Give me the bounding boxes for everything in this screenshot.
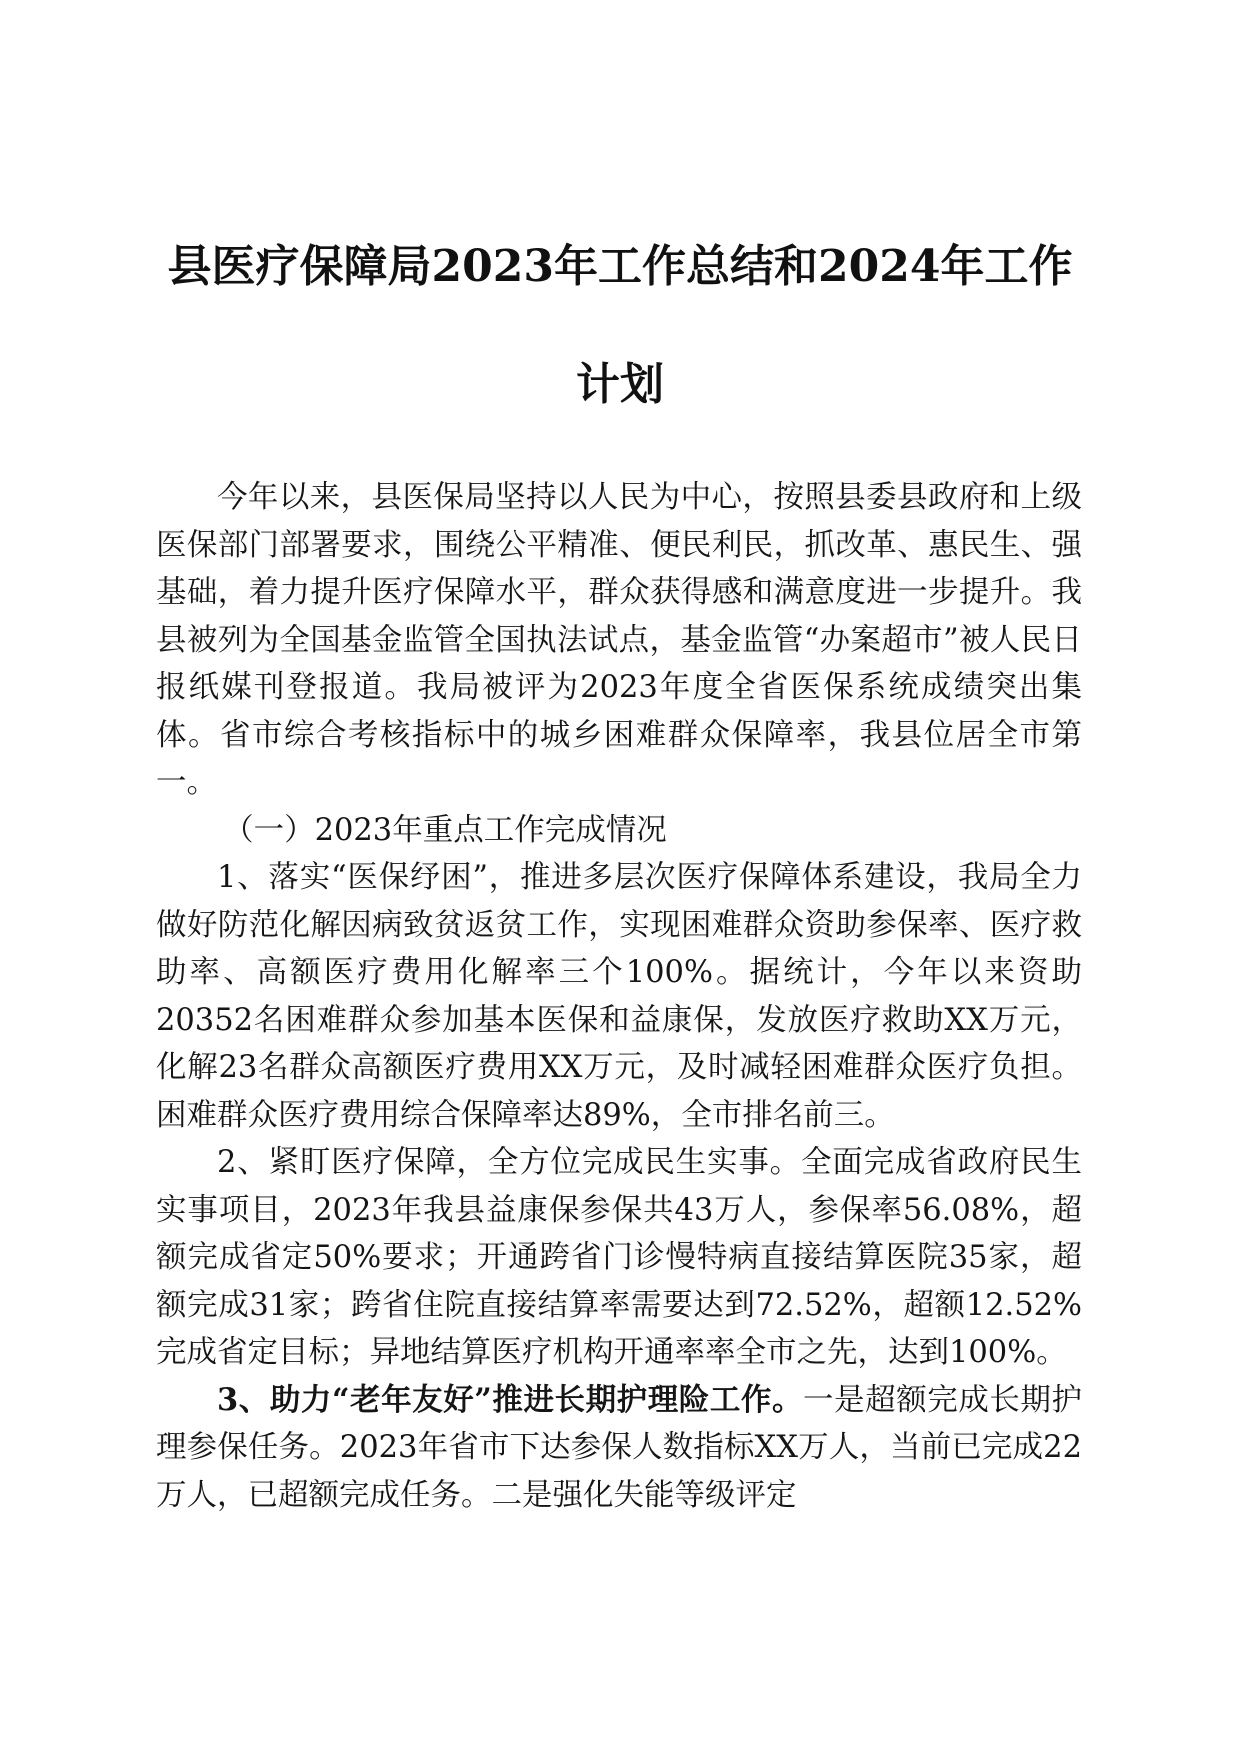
item-1-paragraph: 1、落实“医保纾困”，推进多层次医疗保障体系建设，我局全力做好防范化解因病致贫返贫工作，实现困难群众资助参保率、医疗救助率、高额医疗费用化解率三个100%。据统计，今年以来资助20352名困难群众参加基本医保和益康保，发放医疗救助XX万元，化解23名群众高额医疗费用XX万元，及时减轻困难群众医疗负担。困难群众医疗费用综合保障率达89%，全市排名前三。 [156,860,1082,1133]
item-3-body: 一是超额完成长期护理参保任务。2023年省市下达参保人数指标XX万人，当前已完成22万人，已超额完成任务。二是强化失能等级评定 [156,1382,1082,1513]
intro-paragraph: 今年以来，县医保局坚持以人民为中心，按照县委县政府和上级医保部门部署要求，围绕公平精准、便民利民，抓改革、惠民生、强基础，着力提升医疗保障水平，群众获得感和满意度进一步提升。我县被列为全国基金监管全国执法试点，基金监管“办案超市”被人民日报纸媒刊登报道。我局被评为2023年度全省医保系统成绩突出集体。省市综合考核指标中的城乡困难群众保障率，我县位居全市第一。 [156,480,1082,800]
section-heading: （一）2023年重点工作完成情况 [223,812,667,848]
item-3-paragraph [156,1377,1082,1520]
item-3-lead: 3、助力“老年友好”推进长期护理险工作。 [217,1381,804,1418]
document-body [156,474,1082,1519]
item-2-paragraph: 2、紧盯医疗保障，全方位完成民生实事。全面完成省政府民生实事项目，2023年我县益康保参保共43万人，参保率56.08%，超额完成省定50%要求；开通跨省门诊慢特病直接结算医院35家，超额完成31家；跨省住院直接结算率需要达到72.52%，超额12.52%完成省定目标；异地结算医疗机构开通率率全市之先，达到100%。 [156,1145,1082,1370]
document-title-line-1: 县医疗保障局2023年工作总结和2024年工作 [167,241,1073,292]
document-title-line-2: 计划 [576,359,664,410]
